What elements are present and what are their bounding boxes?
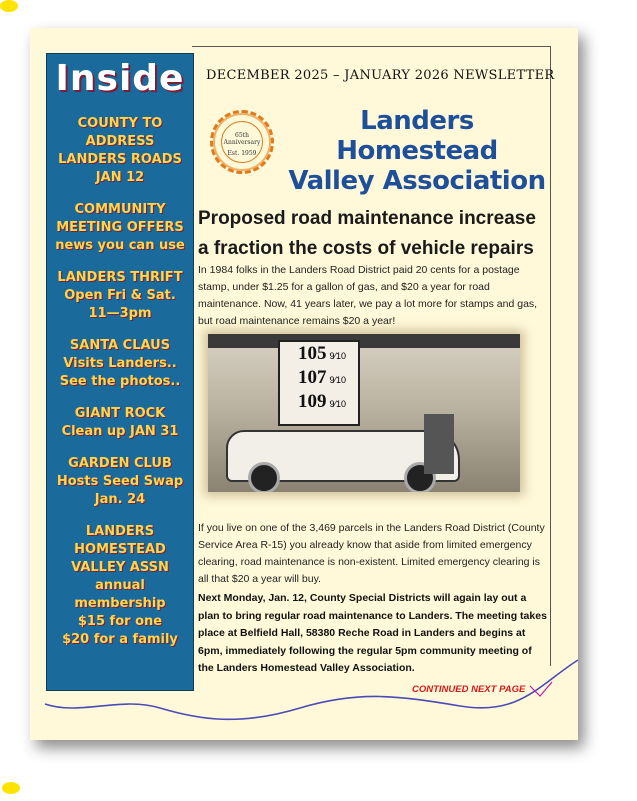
sidebar-item-line: HOMESTEAD: [74, 542, 166, 557]
sidebar-item-line: COMMUNITY: [74, 202, 166, 217]
gas-pump: [424, 414, 454, 474]
sidebar-item: [47, 337, 193, 391]
sidebar-item-line: MEETING OFFERS: [56, 220, 184, 235]
sidebar-item-line: news you can use: [55, 238, 185, 253]
article-paragraph-1: In 1984 folks in the Landers Road District paid 20 cents for a postage stamp, under $1.25 for a gallon of gas, and $20 a year for road maintenance. Now, 41 years later, we pay a lot more for stamps and gas, but road maintenance remains $20 a year!: [198, 264, 538, 327]
gas-price-sign: [278, 340, 360, 426]
sidebar-item-line: Clean up JAN 31: [61, 424, 179, 439]
sidebar-item: [47, 201, 193, 255]
sidebar-item-line: 11—3pm: [88, 306, 152, 321]
photo-canopy: [208, 334, 520, 348]
sidebar-item: [47, 523, 193, 649]
gas-price-3: 109: [298, 391, 327, 412]
continued-next-page: CONTINUED NEXT PAGE: [412, 684, 526, 695]
price-fraction: 9⁄10: [329, 399, 347, 409]
sidebar-item-line: annual: [95, 578, 145, 593]
sidebar-item: [47, 455, 193, 509]
sidebar-item-line: LANDERS ROADS: [58, 152, 182, 167]
newsletter-page: [30, 28, 578, 740]
org-name-line2: Valley Association: [288, 166, 546, 196]
article-headline: [198, 204, 543, 264]
sidebar-item-line: SANTA CLAUS: [69, 338, 171, 353]
sidebar-item: [47, 269, 193, 323]
sidebar-item-line: $20 for a family: [62, 632, 178, 647]
sidebar-item-line: VALLEY ASSN: [71, 560, 169, 575]
sidebar-item-line: LANDERS THRIFT: [57, 270, 183, 285]
gas-station-photo: [208, 334, 520, 492]
gas-price-2: 107: [298, 367, 327, 388]
sidebar-item-line: membership: [74, 596, 166, 611]
masthead-date: DECEMBER 2025 – JANUARY 2026 NEWSLETTER: [206, 68, 555, 83]
headline-line2: a fraction the costs of vehicle repairs: [198, 238, 534, 259]
price-fraction: 9⁄10: [329, 375, 347, 385]
seal-middle: Anniversary: [223, 139, 261, 146]
article-paragraph-3: Next Monday, Jan. 12, County Special Districts will again lay out a plan to bring regular road maintenance to Landers. The meeting takes place at Belfield Hall, 58380 Reche Road in Landers and begins at 6pm, immediately following the regular 5pm community meeting of the Landers Homestead Valley Association.: [198, 592, 547, 674]
article-paragraph-2: If you live on one of the 3,469 parcels in the Landers Road District (County Service Area R-15) you already know that aside from limited emergency clearing, road maintenance is non-existent. Limited emergency clearing is all that $20 a year will buy.: [198, 522, 545, 585]
sidebar-item-line: GARDEN CLUB: [68, 456, 172, 471]
seal-top: 65th: [235, 132, 249, 139]
price-fraction: 9⁄10: [329, 351, 347, 361]
sidebar-item-line: JAN 12: [95, 170, 145, 185]
sidebar-item-line: ADDRESS: [85, 134, 155, 149]
torn-edge-icon: [40, 656, 580, 736]
sidebar-item-line: Hosts Seed Swap: [56, 474, 184, 489]
sidebar-item-line: GIANT ROCK: [74, 406, 166, 421]
sidebar-item-line: Visits Landers..: [63, 356, 177, 371]
sidebar-item: [47, 405, 193, 441]
org-name-line1: Landers Homestead: [336, 106, 498, 166]
anniversary-seal-icon: [210, 110, 274, 174]
inside-sidebar: [46, 53, 194, 691]
sidebar-item-line: $15 for one: [77, 614, 163, 629]
sidebar-item-line: LANDERS: [85, 524, 155, 539]
corner-dot-bottom: [2, 782, 20, 794]
gas-price-1: 105: [298, 343, 327, 364]
seal-bottom: Est. 1959: [227, 150, 257, 157]
sidebar-item-line: See the photos..: [59, 374, 181, 389]
org-name: [282, 106, 552, 196]
top-rule: [192, 46, 550, 47]
sidebar-title: Inside: [55, 58, 185, 99]
corner-dot-top: [0, 0, 18, 12]
sidebar-item-line: Jan. 24: [94, 492, 146, 507]
sidebar-item-line: Open Fri & Sat.: [64, 288, 176, 303]
sidebar-item-line: COUNTY TO: [77, 116, 163, 131]
headline-line1: Proposed road maintenance increase: [198, 208, 536, 229]
car-wheel-front: [248, 462, 280, 492]
sidebar-item: [47, 115, 193, 187]
